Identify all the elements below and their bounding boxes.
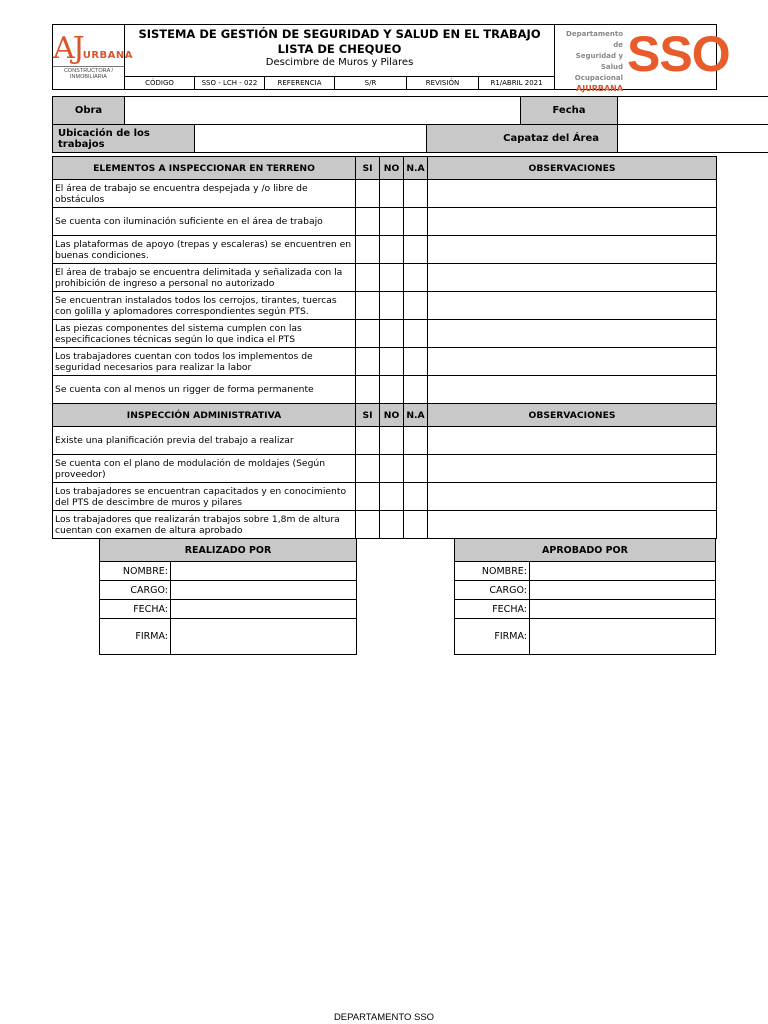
aprobado-firma-field[interactable]: [530, 619, 716, 655]
aprobado-por-title: APROBADO POR: [455, 539, 716, 562]
nombre-label: NOMBRE:: [100, 562, 171, 581]
no-checkbox[interactable]: [380, 292, 404, 320]
na-checkbox[interactable]: [404, 483, 428, 511]
observaciones-field[interactable]: [428, 320, 717, 348]
col-observaciones-header: OBSERVACIONES: [428, 157, 717, 180]
col-na-header: N.A: [404, 157, 428, 180]
obra-label: Obra: [53, 97, 125, 125]
firma-label: FIRMA:: [100, 619, 171, 655]
observaciones-field[interactable]: [428, 376, 717, 404]
title-block: [125, 25, 555, 77]
checklist-row: [53, 236, 717, 264]
cargo-label: CARGO:: [100, 581, 171, 600]
si-checkbox[interactable]: [356, 236, 380, 264]
observaciones-field[interactable]: [428, 292, 717, 320]
no-checkbox[interactable]: [380, 376, 404, 404]
cargo-label: CARGO:: [455, 581, 530, 600]
realizado-nombre-field[interactable]: [171, 562, 357, 581]
observaciones-field[interactable]: [428, 264, 717, 292]
si-checkbox[interactable]: [356, 180, 380, 208]
referencia-label: REFERENCIA: [265, 77, 335, 90]
checklist-row: [53, 180, 717, 208]
si-checkbox[interactable]: [356, 292, 380, 320]
realizado-cargo-field[interactable]: [171, 581, 357, 600]
ubicacion-label: Ubicación de los trabajos: [53, 125, 195, 153]
na-checkbox[interactable]: [404, 292, 428, 320]
si-checkbox[interactable]: [356, 483, 380, 511]
section-administrativa-title: INSPECCIÓN ADMINISTRATIVA: [53, 404, 356, 427]
checklist-item: Se cuenta con al menos un rigger de forma permanente: [53, 376, 356, 404]
observaciones-field[interactable]: [428, 348, 717, 376]
si-checkbox[interactable]: [356, 320, 380, 348]
na-checkbox[interactable]: [404, 511, 428, 539]
checklist-row: [53, 320, 717, 348]
checklist-item: El área de trabajo se encuentra despejada y /o libre de obstáculos: [53, 180, 356, 208]
nombre-label: NOMBRE:: [455, 562, 530, 581]
dept-line-3: Ocupacional: [574, 74, 624, 82]
si-checkbox[interactable]: [356, 348, 380, 376]
col-observaciones-header: OBSERVACIONES: [428, 404, 717, 427]
checklist-row: [53, 292, 717, 320]
col-no-header: NO: [380, 157, 404, 180]
no-checkbox[interactable]: [380, 483, 404, 511]
revision-value: R1/ABRIL 2021: [479, 77, 555, 90]
observaciones-field[interactable]: [428, 455, 717, 483]
no-checkbox[interactable]: [380, 511, 404, 539]
checklist-row: [53, 348, 717, 376]
document-header: [52, 24, 730, 93]
codigo-label: CÓDIGO: [125, 77, 195, 90]
checklist-item: Las piezas componentes del sistema cumplen con las especificaciones técnicas según lo que indica el PTS: [53, 320, 356, 348]
dept-line-2: Seguridad y Salud: [575, 52, 624, 71]
aprobado-fecha-field[interactable]: [530, 600, 716, 619]
ubicacion-field[interactable]: [195, 125, 427, 153]
no-checkbox[interactable]: [380, 320, 404, 348]
no-checkbox[interactable]: [380, 208, 404, 236]
na-checkbox[interactable]: [404, 455, 428, 483]
no-checkbox[interactable]: [380, 180, 404, 208]
document-subtitle: Descimbre de Muros y Pilares: [265, 57, 414, 68]
col-na-header: N.A: [404, 404, 428, 427]
observaciones-field[interactable]: [428, 208, 717, 236]
codigo-value: SSO - LCH - 022: [195, 77, 265, 90]
col-si-header: SI: [356, 404, 380, 427]
checklist-item: Se cuenta con iluminación suficiente en el área de trabajo: [53, 208, 356, 236]
fecha-field[interactable]: [618, 97, 768, 125]
logo-letters: AJ: [53, 31, 83, 66]
aprobado-nombre-field[interactable]: [530, 562, 716, 581]
checklist-row: [53, 455, 717, 483]
checklist-item: El área de trabajo se encuentra delimitada y señalizada con la prohibición de ingreso a personal no autorizado: [53, 264, 356, 292]
na-checkbox[interactable]: [404, 320, 428, 348]
observaciones-field[interactable]: [428, 483, 717, 511]
si-checkbox[interactable]: [356, 455, 380, 483]
si-checkbox[interactable]: [356, 427, 380, 455]
no-checkbox[interactable]: [380, 264, 404, 292]
observaciones-field[interactable]: [428, 180, 717, 208]
checklist-item: Los trabajadores cuentan con todos los implementos de seguridad necesarios para realizar la labor: [53, 348, 356, 376]
checklist-row: [53, 208, 717, 236]
obra-field[interactable]: [125, 97, 521, 125]
inspection-checklist: [52, 156, 717, 539]
aprobado-cargo-field[interactable]: [530, 581, 716, 600]
no-checkbox[interactable]: [380, 348, 404, 376]
observaciones-field[interactable]: [428, 236, 717, 264]
observaciones-field[interactable]: [428, 427, 717, 455]
dept-line-1: Departamento de: [566, 30, 624, 49]
document-title: SISTEMA DE GESTIÓN DE SEGURIDAD Y SALUD EN EL TRABAJO: [138, 27, 541, 41]
fecha-label: Fecha: [521, 97, 618, 125]
page-footer: DEPARTAMENTO SSO: [333, 1012, 435, 1023]
na-checkbox[interactable]: [404, 180, 428, 208]
logo-subtitle: CONSTRUCTORA / INMOBILIARIA: [53, 66, 124, 80]
na-checkbox[interactable]: [404, 208, 428, 236]
na-checkbox[interactable]: [404, 264, 428, 292]
dept-company-logo: AJURBANA: [576, 84, 624, 93]
checklist-row: [53, 427, 717, 455]
section-terreno-title: ELEMENTOS A INSPECCIONAR EN TERRENO: [53, 157, 356, 180]
logo-word: URBANA: [82, 50, 133, 61]
checklist-item: Las plataformas de apoyo (trepas y escaleras) se encuentren en buenas condiciones.: [53, 236, 356, 264]
work-info-table: [52, 96, 768, 153]
si-checkbox[interactable]: [356, 511, 380, 539]
checklist-item: Los trabajadores que realizarán trabajos sobre 1,8m de altura cuentan con examen de altura aprobado: [53, 511, 356, 539]
checklist-row: [53, 376, 717, 404]
na-checkbox[interactable]: [404, 376, 428, 404]
col-no-header: NO: [380, 404, 404, 427]
realizado-fecha-field[interactable]: [171, 600, 357, 619]
revision-label: REVISIÓN: [407, 77, 479, 90]
observaciones-field[interactable]: [428, 511, 717, 539]
aprobado-por-table: [454, 538, 716, 655]
na-checkbox[interactable]: [404, 348, 428, 376]
checklist-item: Se cuenta con el plano de modulación de moldajes (Según proveedor): [53, 455, 356, 483]
no-checkbox[interactable]: [380, 455, 404, 483]
realizado-por-table: [99, 538, 357, 655]
checklist-row: [53, 264, 717, 292]
sso-badge: SSO: [627, 26, 730, 82]
na-checkbox[interactable]: [404, 236, 428, 264]
si-checkbox[interactable]: [356, 208, 380, 236]
company-logo: [53, 25, 133, 90]
firma-label: FIRMA:: [455, 619, 530, 655]
si-checkbox[interactable]: [356, 264, 380, 292]
referencia-value: S/R: [335, 77, 407, 90]
no-checkbox[interactable]: [380, 427, 404, 455]
fecha-label: FECHA:: [455, 600, 530, 619]
capataz-label: Capataz del Área: [427, 125, 618, 153]
checklist-row: [53, 511, 717, 539]
department-logo: [555, 25, 730, 93]
capataz-field[interactable]: [618, 125, 768, 153]
document-type: LISTA DE CHEQUEO: [277, 42, 402, 56]
no-checkbox[interactable]: [380, 236, 404, 264]
fecha-label: FECHA:: [100, 600, 171, 619]
checklist-item: Existe una planificación previa del trabajo a realizar: [53, 427, 356, 455]
si-checkbox[interactable]: [356, 376, 380, 404]
checklist-row: [53, 483, 717, 511]
checklist-item: Se encuentran instalados todos los cerrojos, tirantes, tuercas con golilla y aplomadores correspondientes según PTS.: [53, 292, 356, 320]
realizado-por-title: REALIZADO POR: [100, 539, 357, 562]
checklist-item: Los trabajadores se encuentran capacitados y en conocimiento del PTS de descimbre de muros y pilares: [53, 483, 356, 511]
na-checkbox[interactable]: [404, 427, 428, 455]
realizado-firma-field[interactable]: [171, 619, 357, 655]
col-si-header: SI: [356, 157, 380, 180]
